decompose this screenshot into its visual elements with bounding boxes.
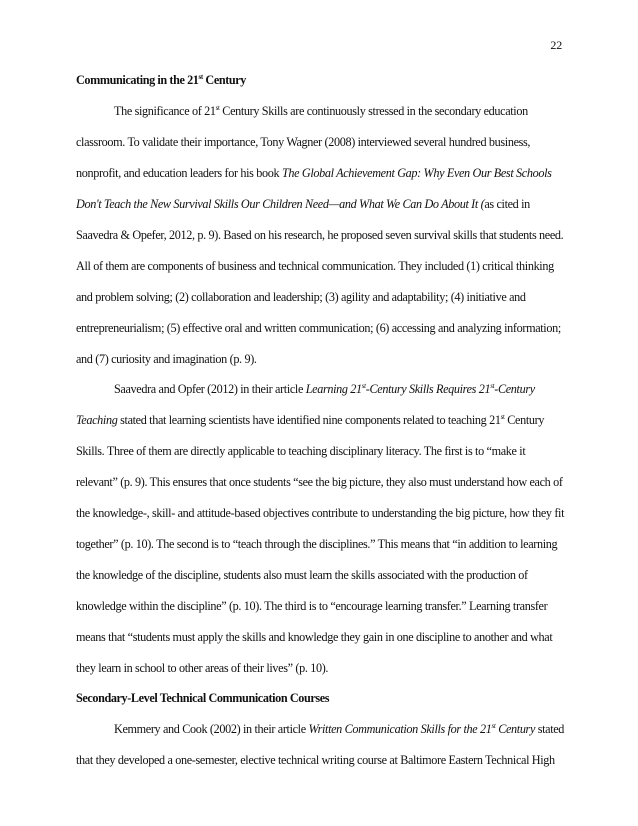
paragraph-line: Skills. Three of them are directly applicable to teaching disciplinary literacy. The first is to “make it — [76, 444, 526, 458]
text-run: stated that learning scientists have identified nine components related to teaching 21 — [117, 413, 501, 427]
paragraph-line: relevant” (p. 9). This ensures that once students “see the big picture, they also must understand how each of — [76, 475, 563, 489]
article-title: -Century Skills Requires 21 — [365, 382, 491, 396]
paragraph-line: means that “students must apply the skills and knowledge they gain in one discipline to another and what — [76, 630, 553, 644]
book-title: The Global Achievement Gap: Why Even Our Best Schools — [281, 166, 552, 180]
paragraph-line: the knowledge-, skill- and attitude-based objectives contribute to understanding the big picture, how they fit — [76, 506, 565, 520]
article-title: Written Communication Skills for the 21 — [308, 722, 492, 736]
text-run: Century Skills are continuously stressed in the secondary education — [219, 104, 528, 118]
paragraph-line: that they developed a one-semester, elective technical writing course at Baltimore Eastern Technical High — [76, 753, 555, 767]
book-title: Don't Teach the New Survival Skills Our Children Need—and What We Can Do About It ( — [76, 197, 485, 211]
superscript: st — [490, 382, 495, 390]
superscript: st — [500, 413, 505, 421]
article-title: -Century — [494, 382, 535, 396]
paragraph-line: and (7) curiosity and imagination (p. 9). — [76, 352, 257, 366]
text-run: The significance of 21 — [114, 104, 216, 118]
superscript: st — [361, 382, 366, 390]
paragraph-line: the knowledge of the discipline, students also must learn the skills associated with the production of — [76, 568, 528, 582]
paragraph-line — [76, 197, 530, 212]
text-run: Century — [504, 413, 545, 427]
paragraph-line — [114, 382, 535, 397]
paragraph-line: classroom. To validate their importance, Tony Wagner (2008) interviewed several hundred business, — [76, 135, 531, 149]
superscript: st — [198, 73, 203, 81]
paragraph-line: All of them are components of business and technical communication. They included (1) critical thinking — [76, 259, 554, 273]
heading-text: Century — [202, 73, 246, 87]
text-run: Saavedra and Opfer (2012) in their article — [114, 382, 306, 396]
paragraph-line: they learn in school to other areas of their lives” (p. 10). — [76, 661, 329, 675]
paragraph-line — [114, 104, 528, 119]
article-title: Learning 21 — [305, 382, 362, 396]
section-heading-communicating — [76, 73, 246, 88]
superscript: st — [215, 104, 220, 112]
text-run: as cited in — [484, 197, 530, 211]
paragraph-line — [114, 722, 564, 737]
article-title: Teaching — [76, 413, 118, 427]
paragraph-line: and problem solving; (2) collaboration and leadership; (3) agility and adaptability; (4) initiative and — [76, 290, 526, 304]
superscript: st — [491, 722, 496, 730]
paragraph-line — [76, 166, 552, 181]
page-number: 22 — [550, 38, 562, 52]
paragraph-line: together” (p. 10). The second is to “teach through the disciplines.” This means that “in addition to learning — [76, 537, 558, 551]
paragraph-line — [76, 413, 544, 428]
text-run: stated — [535, 722, 565, 736]
paragraph-line: knowledge within the discipline” (p. 10). The third is to “encourage learning transfer.” Learning transfer — [76, 599, 548, 613]
section-heading-secondary-level: Secondary-Level Technical Communication Courses — [76, 691, 330, 705]
paragraph-line: Saavedra & Opefer, 2012, p. 9). Based on his research, he proposed seven survival skills that students need. — [76, 228, 564, 242]
paragraph-line: entrepreneurialism; (5) effective oral and written communication; (6) accessing and analyzing information; — [76, 321, 561, 335]
article-title: Century — [495, 722, 536, 736]
heading-text: Communicating in the 21 — [76, 73, 199, 87]
text-run: nonprofit, and education leaders for his book — [76, 166, 282, 180]
text-run: Kemmery and Cook (2002) in their article — [114, 722, 309, 736]
